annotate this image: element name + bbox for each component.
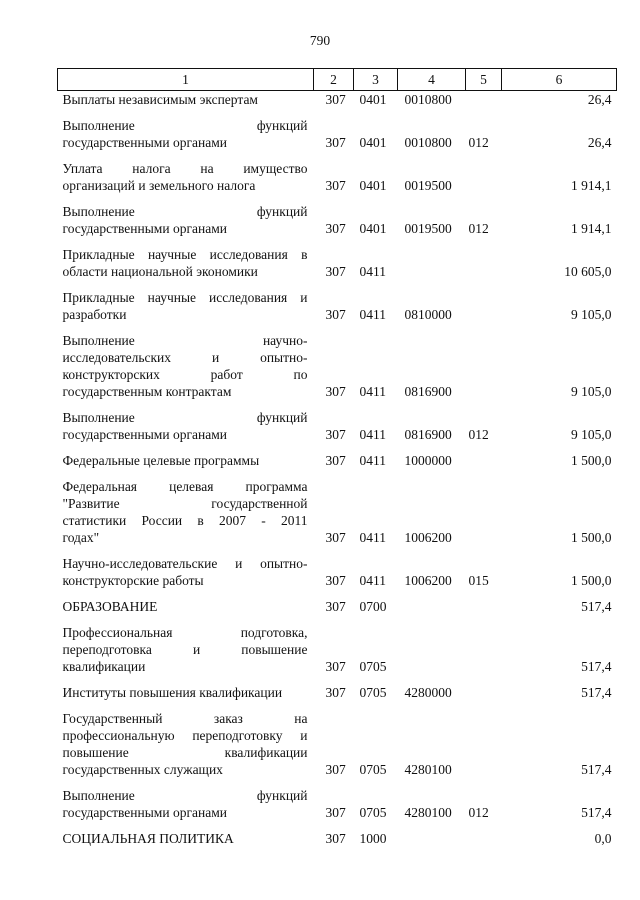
target-code: 0816900 xyxy=(404,384,452,399)
description-line: Выплаты независимым экспертам xyxy=(62,92,258,107)
description-line: Уплата налога на имущество xyxy=(62,161,308,176)
table-row xyxy=(58,782,617,825)
target-code xyxy=(398,241,466,284)
amount: 517,4 xyxy=(581,685,612,700)
expense-type-code xyxy=(466,705,502,782)
table-row xyxy=(58,155,617,198)
expense-type-code xyxy=(466,327,502,404)
ministry-code: 307 xyxy=(325,599,346,614)
row-description xyxy=(58,112,314,155)
section-code: 0705 xyxy=(359,659,387,674)
description-line: Прикладные научные исследования в xyxy=(62,247,308,262)
ministry-code: 307 xyxy=(325,831,346,846)
section-code: 0401 xyxy=(359,221,387,236)
table-row xyxy=(58,447,617,473)
table-header-row xyxy=(58,69,617,91)
description-line: квалификации xyxy=(62,659,146,674)
row-description xyxy=(58,473,314,550)
description-line: переподготовка и повышение xyxy=(62,642,308,657)
row-description xyxy=(58,91,314,113)
ministry-code: 307 xyxy=(325,264,346,279)
description-line: повышение квалификации xyxy=(62,745,308,760)
expense-type-code: 012 xyxy=(468,805,489,820)
amount: 10 605,0 xyxy=(564,264,612,279)
ministry-code: 307 xyxy=(325,685,346,700)
table-row xyxy=(58,825,617,851)
description-line: ОБРАЗОВАНИЕ xyxy=(62,599,158,614)
table-row xyxy=(58,619,617,679)
amount: 1 914,1 xyxy=(571,221,612,236)
table-row xyxy=(58,198,617,241)
description-line: Федеральные целевые программы xyxy=(62,453,260,468)
description-line: Профессиональная подготовка, xyxy=(62,625,308,640)
target-code: 0816900 xyxy=(404,427,452,442)
description-line: Федеральная целевая программа xyxy=(62,479,308,494)
table-row xyxy=(58,91,617,113)
table-body xyxy=(58,91,617,852)
expense-type-code xyxy=(466,91,502,113)
ministry-code: 307 xyxy=(325,659,346,674)
row-description xyxy=(58,705,314,782)
description-line: государственным контрактам xyxy=(62,384,232,399)
description-line: государственными органами xyxy=(62,135,227,150)
expense-type-code: 015 xyxy=(468,573,489,588)
amount: 1 500,0 xyxy=(571,530,612,545)
target-code xyxy=(398,619,466,679)
expense-type-code xyxy=(466,155,502,198)
description-line: Государственный заказ на xyxy=(62,711,308,726)
description-line: Выполнение функций xyxy=(62,204,308,219)
section-code: 0411 xyxy=(359,453,386,468)
amount: 1 500,0 xyxy=(571,573,612,588)
expense-type-code xyxy=(466,284,502,327)
column-header-1: 1 xyxy=(58,69,314,91)
section-code: 0705 xyxy=(359,805,387,820)
description-line: СОЦИАЛЬНАЯ ПОЛИТИКА xyxy=(62,831,234,846)
expense-type-code xyxy=(466,447,502,473)
amount: 1 914,1 xyxy=(571,178,612,193)
amount: 26,4 xyxy=(587,135,612,150)
table-row xyxy=(58,593,617,619)
ministry-code: 307 xyxy=(325,92,346,107)
section-code: 0411 xyxy=(359,573,386,588)
target-code xyxy=(398,825,466,851)
description-line: области национальной экономики xyxy=(62,264,258,279)
amount: 26,4 xyxy=(587,92,612,107)
description-line: государственных служащих xyxy=(62,762,223,777)
section-code: 0705 xyxy=(359,685,387,700)
description-line: "Развитие государственной xyxy=(62,496,308,511)
amount: 517,4 xyxy=(581,659,612,674)
row-description xyxy=(58,619,314,679)
ministry-code: 307 xyxy=(325,762,346,777)
table-row xyxy=(58,705,617,782)
description-line: Выполнение научно- xyxy=(62,333,308,348)
amount: 9 105,0 xyxy=(571,307,612,322)
row-description xyxy=(58,447,314,473)
description-line: конструкторских работ по xyxy=(62,367,308,382)
column-header-5: 5 xyxy=(466,69,502,91)
column-header-6: 6 xyxy=(502,69,617,91)
row-description xyxy=(58,550,314,593)
target-code: 1006200 xyxy=(404,573,452,588)
description-line: исследовательских и опытно- xyxy=(62,350,308,365)
expense-type-code xyxy=(466,473,502,550)
column-header-4: 4 xyxy=(398,69,466,91)
section-code: 0411 xyxy=(359,307,386,322)
row-description xyxy=(58,679,314,705)
section-code: 0411 xyxy=(359,530,386,545)
ministry-code: 307 xyxy=(325,805,346,820)
description-line: конструкторские работы xyxy=(62,573,204,588)
ministry-code: 307 xyxy=(325,307,346,322)
ministry-code: 307 xyxy=(325,384,346,399)
amount: 1 500,0 xyxy=(571,453,612,468)
expense-type-code xyxy=(466,241,502,284)
target-code: 0810000 xyxy=(404,307,452,322)
table-row xyxy=(58,473,617,550)
table-row xyxy=(58,550,617,593)
expense-type-code xyxy=(466,619,502,679)
amount: 0,0 xyxy=(594,831,612,846)
target-code xyxy=(398,593,466,619)
ministry-code: 307 xyxy=(325,453,346,468)
target-code: 4280100 xyxy=(404,805,452,820)
ministry-code: 307 xyxy=(325,178,346,193)
expense-type-code xyxy=(466,593,502,619)
row-description xyxy=(58,782,314,825)
table-row xyxy=(58,112,617,155)
ministry-code: 307 xyxy=(325,427,346,442)
target-code: 0019500 xyxy=(404,221,452,236)
table-row xyxy=(58,404,617,447)
target-code: 1000000 xyxy=(404,453,452,468)
target-code: 4280000 xyxy=(404,685,452,700)
amount: 9 105,0 xyxy=(571,427,612,442)
ministry-code: 307 xyxy=(325,221,346,236)
expense-type-code xyxy=(466,679,502,705)
description-line: Научно-исследовательские и опытно- xyxy=(62,556,308,571)
row-description xyxy=(58,327,314,404)
amount: 517,4 xyxy=(581,599,612,614)
description-line: Выполнение функций xyxy=(62,788,308,803)
section-code: 0700 xyxy=(359,599,387,614)
ministry-code: 307 xyxy=(325,573,346,588)
page-number: 790 xyxy=(309,33,331,48)
table-row xyxy=(58,284,617,327)
row-description xyxy=(58,198,314,241)
target-code: 0010800 xyxy=(404,92,452,107)
row-description xyxy=(58,404,314,447)
row-description xyxy=(58,155,314,198)
row-description xyxy=(58,593,314,619)
description-line: государственными органами xyxy=(62,427,227,442)
section-code: 1000 xyxy=(359,831,387,846)
ministry-code: 307 xyxy=(325,530,346,545)
section-code: 0411 xyxy=(359,384,386,399)
section-code: 0705 xyxy=(359,762,387,777)
table-row xyxy=(58,679,617,705)
budget-table xyxy=(57,68,616,851)
amount: 517,4 xyxy=(581,805,612,820)
section-code: 0401 xyxy=(359,135,387,150)
section-code: 0411 xyxy=(359,264,386,279)
row-description xyxy=(58,284,314,327)
description-line: профессиональную переподготовку и xyxy=(62,728,308,743)
description-line: государственными органами xyxy=(62,221,227,236)
target-code: 0010800 xyxy=(404,135,452,150)
table-row xyxy=(58,241,617,284)
expense-type-code xyxy=(466,825,502,851)
section-code: 0411 xyxy=(359,427,386,442)
expense-type-code: 012 xyxy=(468,427,489,442)
row-description xyxy=(58,825,314,851)
description-line: Институты повышения квалификации xyxy=(62,685,283,700)
description-line: Прикладные научные исследования и xyxy=(62,290,308,305)
expense-type-code: 012 xyxy=(468,221,489,236)
description-line: государственными органами xyxy=(62,805,227,820)
description-line: годах" xyxy=(62,530,100,545)
amount: 9 105,0 xyxy=(571,384,612,399)
target-code: 4280100 xyxy=(404,762,452,777)
target-code: 0019500 xyxy=(404,178,452,193)
column-header-2: 2 xyxy=(314,69,354,91)
description-line: Выполнение функций xyxy=(62,410,308,425)
column-header-3: 3 xyxy=(354,69,398,91)
amount: 517,4 xyxy=(581,762,612,777)
description-line: Выполнение функций xyxy=(62,118,308,133)
target-code: 1006200 xyxy=(404,530,452,545)
row-description xyxy=(58,241,314,284)
description-line: организаций и земельного налога xyxy=(62,178,256,193)
section-code: 0401 xyxy=(359,92,387,107)
table-row xyxy=(58,327,617,404)
description-line: разработки xyxy=(62,307,127,322)
description-line: статистики России в 2007 - 2011 xyxy=(62,513,308,528)
ministry-code: 307 xyxy=(325,135,346,150)
section-code: 0401 xyxy=(359,178,387,193)
expense-type-code: 012 xyxy=(468,135,489,150)
